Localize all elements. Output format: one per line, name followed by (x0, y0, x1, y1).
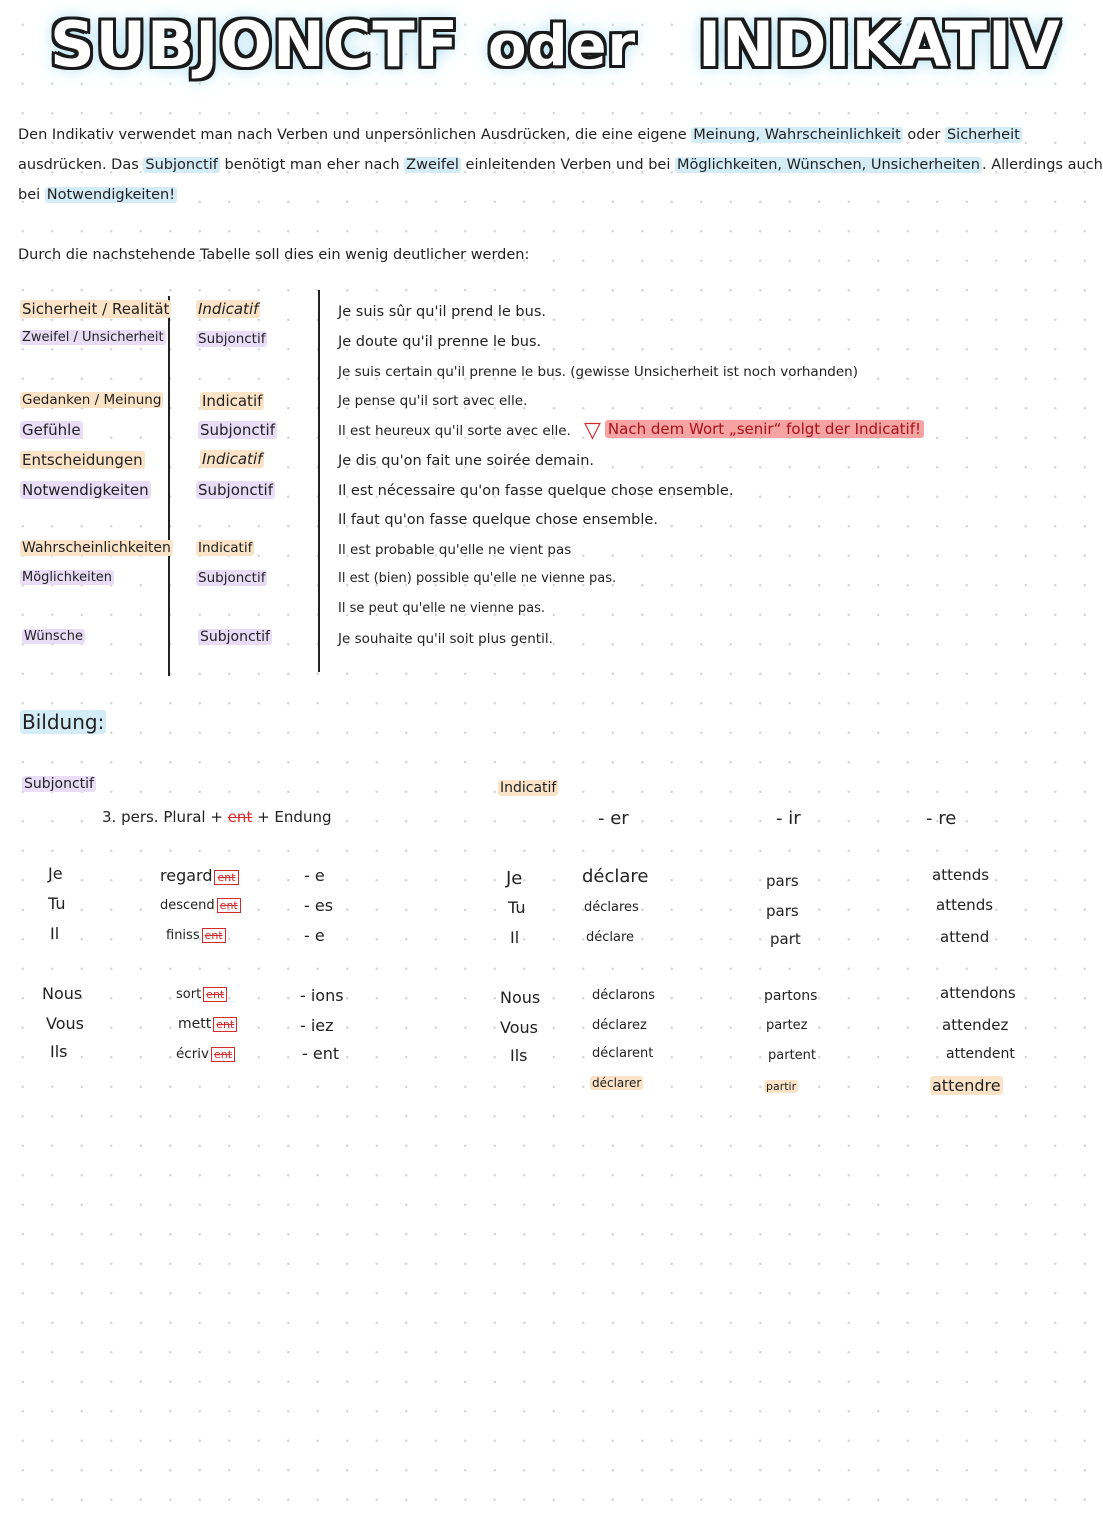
ending-cut: ent (202, 928, 226, 943)
pronoun: Nous (500, 988, 541, 1007)
example-sentence: Il est (bien) possible qu'elle ne vienne pas. (338, 571, 617, 586)
pronoun: Nous (42, 984, 83, 1003)
col-ir-header: - ir (776, 808, 801, 829)
infinitive-er: déclarer (592, 1076, 642, 1090)
intro-text: bei (18, 187, 45, 203)
indicatif-label: Indicatif (500, 780, 557, 796)
re-form: attendez (942, 1016, 1009, 1034)
col-re-header: - re (926, 808, 957, 829)
infinitive-re: attendre (932, 1076, 1001, 1095)
er-form: déclare (586, 930, 635, 945)
stem-text: mett (178, 1016, 212, 1032)
example-sentence: Je suis sûr qu'il prend le bus. (338, 304, 546, 320)
ir-form: partons (764, 988, 818, 1004)
stem-text: regard (160, 866, 213, 885)
category-sicherheit: Sicherheit / Realität (22, 300, 170, 318)
title-subjonctif: SUBJONCTF (50, 8, 460, 81)
er-form: déclarez (592, 1018, 647, 1033)
title-oder: oder (488, 14, 637, 79)
stem-text: écriv (176, 1046, 210, 1062)
subjonctif-rule (102, 808, 331, 826)
stem (160, 866, 239, 885)
warning-triangle-icon: ▽ (584, 418, 601, 443)
intro-line-1 (18, 120, 1022, 150)
example-sentence: Il faut qu'on fasse quelque chose ensemble. (338, 512, 658, 528)
intro-text: ausdrücken. Das (18, 157, 144, 173)
subjonctif-label: Subjonctif (24, 776, 94, 792)
er-form: déclarent (592, 1046, 654, 1061)
example-sentence: Il se peut qu'elle ne vienne pas. (338, 601, 546, 616)
col-er-header: - er (598, 808, 629, 829)
example-sentence: Je suis certain qu'il prenne le bus. (gewisse Unsicherheit ist noch vorhanden) (338, 364, 858, 380)
stem (166, 928, 226, 943)
pronoun: Il (50, 924, 60, 943)
example-sentence: Je souhaite qu'il soit plus gentil. (338, 631, 553, 647)
intro-highlight: Möglichkeiten, Wünschen, Unsicherheiten (676, 157, 980, 173)
stem-text: sort (176, 987, 202, 1002)
er-form: déclarons (592, 988, 656, 1003)
ending-cut: ent (217, 898, 241, 913)
stem (160, 898, 241, 913)
stem (178, 1016, 237, 1032)
ending: - e (304, 926, 325, 945)
ending: - ions (300, 986, 344, 1005)
rule-strike: ent (227, 808, 253, 826)
ending-cut: ent (211, 1047, 235, 1062)
intro-highlight: Subjonctif (145, 157, 218, 173)
warning-note (584, 418, 924, 443)
intro-line-3 (18, 180, 177, 210)
category-entscheidungen: Entscheidungen (22, 451, 143, 469)
pronoun: Je (506, 868, 523, 889)
mode-indicatif: Indicatif (198, 300, 259, 318)
ending: - ent (302, 1044, 340, 1063)
title-indikativ: INDIKATIV (698, 8, 1062, 81)
ir-form: partent (768, 1048, 816, 1063)
infinitive-ir: partir (766, 1080, 797, 1093)
category-zweifel: Zweifel / Unsicherheit (22, 330, 164, 345)
ending-cut: ent (213, 1017, 237, 1032)
ending-cut: ent (214, 870, 238, 885)
mode-indicatif: Indicatif (202, 392, 263, 410)
ending: - e (304, 866, 325, 885)
re-form: attends (936, 896, 994, 914)
ending-cut: ent (203, 987, 227, 1002)
intro-highlight: Meinung, Wahrscheinlichkeit (693, 127, 901, 143)
ir-form: pars (766, 872, 799, 890)
intro-text: benötigt man eher nach (219, 157, 405, 173)
stem-text: descend (160, 898, 215, 913)
example-sentence: Il est nécessaire qu'on fasse quelque chose ensemble. (338, 483, 734, 499)
intro-highlight: Zweifel (406, 157, 459, 173)
er-form: déclares (584, 900, 639, 915)
pronoun: Tu (508, 898, 526, 917)
mode-subjonctif: Subjonctif (200, 629, 270, 645)
ending: - iez (300, 1016, 334, 1035)
table-divider-1 (168, 296, 170, 676)
mode-subjonctif: Subjonctif (198, 481, 273, 499)
ir-form: part (770, 930, 801, 948)
category-wahrscheinlichkeiten: Wahrscheinlichkeiten (22, 540, 171, 556)
mode-subjonctif: Subjonctif (200, 421, 275, 439)
stem (176, 1046, 235, 1062)
table-intro: Durch die nachstehende Tabelle soll dies ein wenig deutlicher werden: (18, 247, 530, 263)
category-wuensche: Wünsche (24, 629, 84, 644)
pronoun: Tu (48, 894, 66, 913)
example-sentence: Il est heureux qu'il sorte avec elle. (338, 423, 571, 439)
example-sentence: Je pense qu'il sort avec elle. (338, 393, 528, 409)
pronoun: Vous (46, 1014, 84, 1033)
re-form: attend (940, 928, 990, 946)
example-sentence: Il est probable qu'elle ne vient pas (338, 542, 572, 558)
re-form: attendent (946, 1046, 1015, 1062)
category-gefuehle: Gefühle (22, 421, 81, 439)
intro-line-2 (18, 150, 1103, 180)
intro-highlight: Sicherheit (946, 127, 1020, 143)
re-form: attendons (940, 984, 1016, 1002)
ending: - es (304, 896, 334, 915)
intro-text: . Allerdings auch (981, 157, 1103, 173)
ir-form: pars (766, 902, 799, 920)
re-form: attends (932, 866, 990, 884)
category-gedanken: Gedanken / Meinung (22, 392, 162, 408)
intro-text: einleitenden Verben und bei (460, 157, 675, 173)
pronoun: Ils (50, 1042, 68, 1061)
rule-text: 3. pers. Plural + (102, 808, 228, 826)
pronoun: Je (48, 864, 63, 883)
er-form: déclare (582, 866, 649, 887)
mode-indicatif: Indicatif (198, 540, 253, 556)
mode-indicatif: Indicatif (202, 450, 263, 468)
intro-text: oder (902, 127, 945, 143)
note-text: Nach dem Wort „senir“ folgt der Indicatif! (605, 420, 924, 438)
category-notwendigkeiten: Notwendigkeiten (22, 481, 149, 499)
pronoun: Il (510, 928, 520, 947)
category-moeglichkeiten: Möglichkeiten (22, 570, 113, 585)
bildung-heading: Bildung: (22, 710, 105, 734)
pronoun: Vous (500, 1018, 538, 1037)
example-sentence: Je doute qu'il prenne le bus. (338, 334, 542, 350)
stem (176, 987, 227, 1002)
intro-highlight: Notwendigkeiten! (46, 187, 176, 203)
pronoun: Ils (510, 1046, 528, 1065)
ir-form: partez (766, 1018, 808, 1033)
table-divider-2 (318, 290, 320, 672)
mode-subjonctif: Subjonctif (198, 331, 266, 347)
rule-text: + Endung (252, 808, 332, 826)
intro-text: Den Indikativ verwendet man nach Verben und unpersönlichen Ausdrücken, die eine eigene (18, 127, 692, 143)
stem-text: finiss (166, 928, 200, 943)
mode-subjonctif: Subjonctif (198, 570, 266, 586)
example-sentence: Je dis qu'on fait une soirée demain. (338, 453, 594, 469)
